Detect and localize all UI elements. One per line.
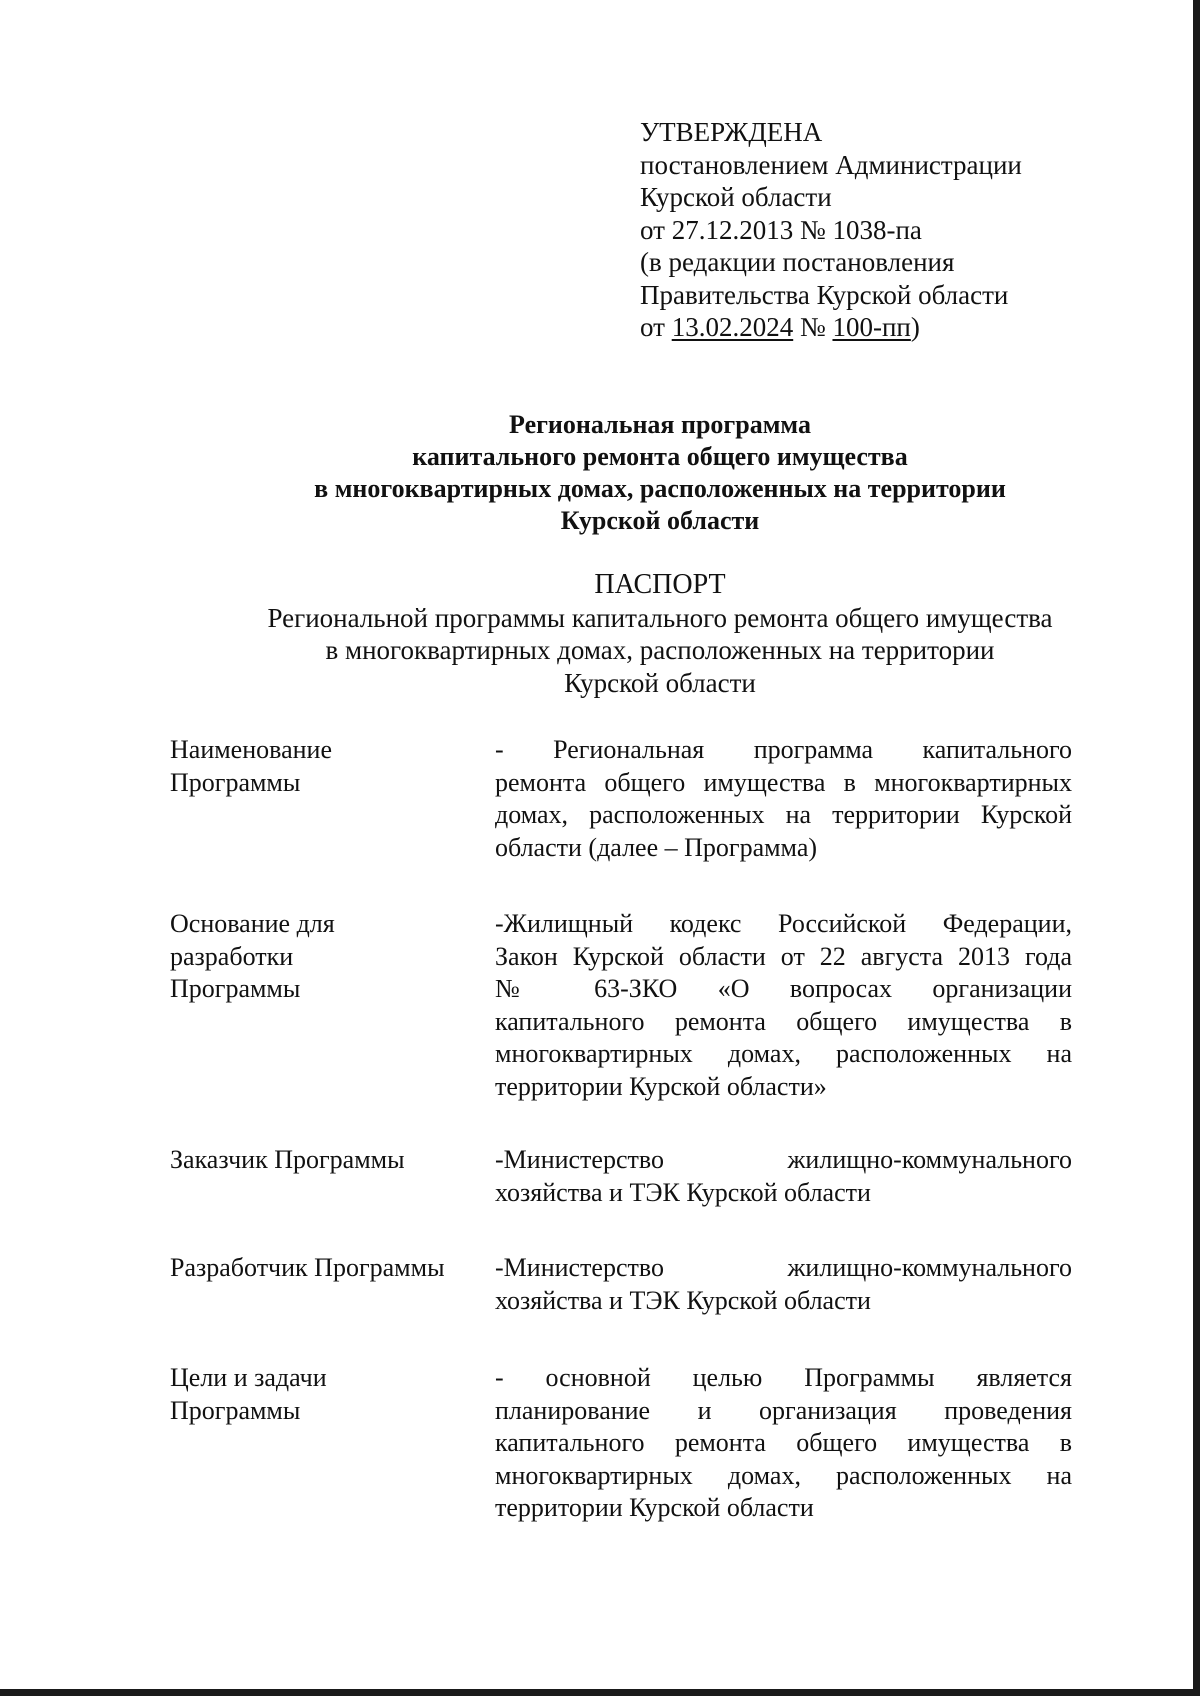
program-title	[0, 409, 1200, 537]
amendment-date: 13.02.2024	[671, 312, 794, 342]
value-line: Закон Курской области от 22 августа 2013 года	[495, 941, 1072, 971]
row-label: Основание для разработки Программы	[170, 909, 335, 1003]
row-label: Разработчик Программы	[170, 1253, 445, 1282]
approval-line: (в редакции постановления	[640, 247, 955, 277]
approval-line: Курской области	[640, 182, 832, 212]
passport-subtitle-line: в многоквартирных домах, расположенных на территории	[325, 635, 995, 665]
passport-subtitle-line: Курской области	[564, 667, 756, 698]
row-value	[495, 1144, 1072, 1209]
value-line: многоквартирных домах, расположенных на	[495, 1460, 1072, 1490]
value-line: -Министерство жилищно-коммунального	[495, 1145, 1072, 1174]
value-line: капитального ремонта общего имущества в	[495, 1428, 1072, 1457]
amendment-prefix: от	[640, 312, 672, 342]
row-label: Заказчик Программы	[170, 1145, 405, 1174]
value-line: ремонта общего имущества в многоквартирных	[495, 767, 1072, 797]
row-value	[495, 1252, 1072, 1317]
row-label: Цели и задачи Программы	[170, 1363, 327, 1425]
value-line: капитального ремонта общего имущества в	[495, 1006, 1072, 1036]
value-line: территории Курской области	[495, 1493, 814, 1522]
title-line: Региональная программа	[509, 410, 811, 439]
approval-stamp	[640, 116, 1022, 344]
title-line: капитального ремонта общего имущества	[412, 442, 908, 471]
amendment-suffix: )	[910, 312, 920, 342]
row-value	[495, 908, 1072, 1103]
value-line: - основной целью Программы является	[495, 1363, 1072, 1392]
approval-line: Правительства Курской области	[640, 279, 1009, 310]
passport-title: ПАСПОРТ	[594, 569, 726, 600]
value-line: территории Курской области»	[495, 1071, 827, 1101]
value-line: многоквартирных домах, расположенных на	[495, 1039, 1072, 1068]
row-value	[495, 1362, 1072, 1525]
approval-line: УТВЕРЖДЕНА	[640, 117, 823, 147]
approval-line: постановлением Администрации	[640, 149, 1022, 180]
approval-line-amendment	[640, 311, 1022, 344]
row-value	[495, 734, 1072, 864]
amendment-number: 100-пп	[832, 312, 911, 342]
value-line: -Министерство жилищно-коммунального	[495, 1253, 1072, 1282]
value-line: - Региональная программа капитального	[495, 735, 1072, 764]
approval-line: от 27.12.2013 № 1038-па	[640, 214, 922, 245]
value-line: хозяйства и ТЭК Курской области	[495, 1285, 871, 1315]
title-line: Курской области	[560, 506, 760, 535]
value-line: -Жилищный кодекс Российской Федерации,	[495, 909, 1072, 938]
value-line: № 63-ЗКО «О вопросах организации	[495, 974, 1072, 1003]
passport-subtitle-line: Региональной программы капитального ремонта общего имущества	[267, 602, 1053, 633]
value-line: хозяйства и ТЭК Курской области	[495, 1177, 871, 1207]
value-line: домах, расположенных на территории Курской	[495, 800, 1072, 829]
passport-heading	[0, 569, 1200, 699]
amendment-number-sign: №	[793, 312, 833, 342]
value-line: области (далее – Программа)	[495, 832, 818, 862]
row-label: Наименование Программы	[170, 735, 332, 797]
value-line: планирование и организация проведения	[495, 1395, 1072, 1425]
title-line: в многоквартирных домах, расположенных на территории	[314, 474, 1006, 503]
